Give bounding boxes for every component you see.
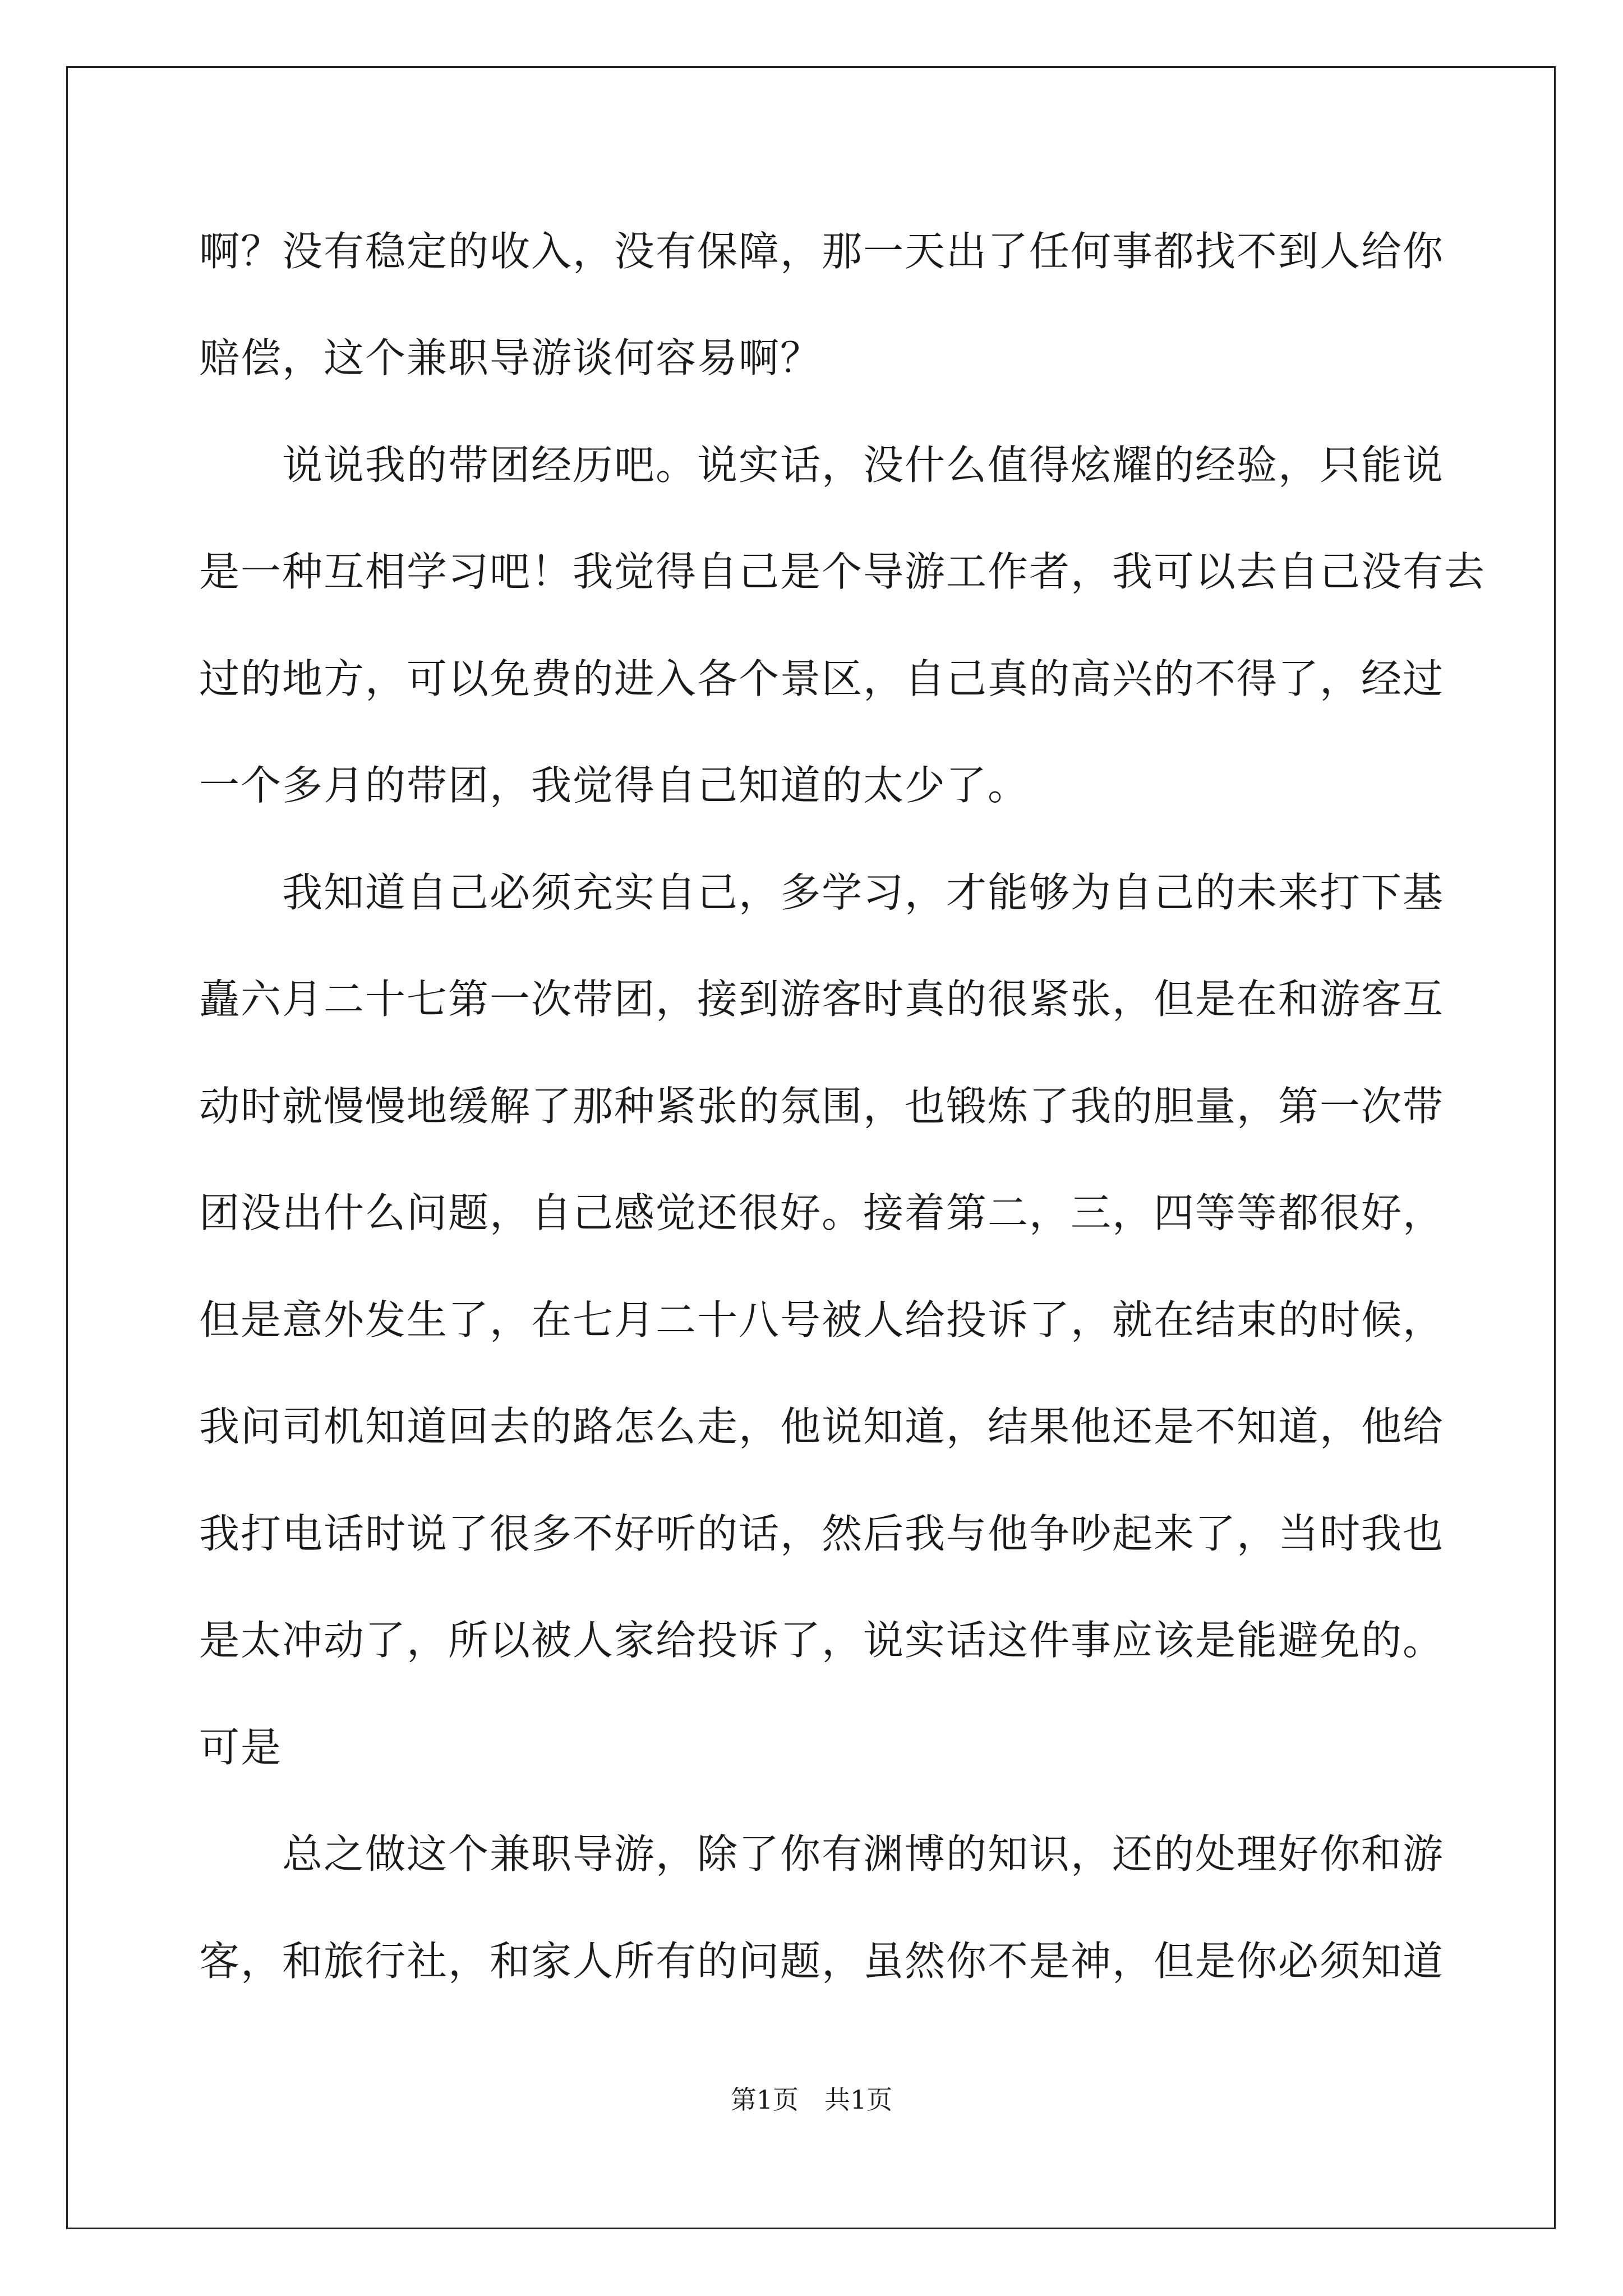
text-line: 说说我的带团经历吧。说实话，没什么值得炫耀的经验，只能说: [199, 441, 1445, 489]
text-line: 可是: [199, 1724, 283, 1771]
page-number-footer: 第1页 共1页: [730, 2085, 893, 2115]
text-line: 客，和旅行社，和家人所有的问题，虽然你不是神，但是你必须知道: [199, 1938, 1445, 1985]
text-line: 是一种互相学习吧！我觉得自己是个导游工作者，我可以去自己没有去: [199, 548, 1486, 595]
text-line: 我问司机知道回去的路怎么走，他说知道，结果他还是不知道，他给: [199, 1403, 1445, 1450]
text-line: 动时就慢慢地缓解了那种紧张的氛围，也锻炼了我的胆量，第一次带: [199, 1083, 1445, 1130]
text-line: 啊？没有稳定的收入，没有保障，那一天出了任何事都找不到人给你: [199, 228, 1445, 275]
text-line: 矗六月二十七第一次带团，接到游客时真的很紧张，但是在和游客互: [199, 976, 1445, 1023]
text-line: 是太冲动了，所以被人家给投诉了，说实话这件事应该是能避免的。: [199, 1617, 1445, 1664]
text-line: 但是意外发生了，在七月二十八号被人给投诉了，就在结束的时候，: [199, 1296, 1445, 1343]
text-line: 赔偿，这个兼职导游谈何容易啊？: [199, 334, 822, 381]
text-line: 团没出什么问题，自己感觉还很好。接着第二，三，四等等都很好，: [199, 1189, 1445, 1236]
text-line: 一个多月的带团，我觉得自己知道的太少了。: [199, 762, 1030, 809]
text-line: 我知道自己必须充实自己，多学习，才能够为自己的未来打下基: [199, 869, 1445, 916]
text-line: 我打电话时说了很多不好听的话，然后我与他争吵起来了，当时我也: [199, 1510, 1445, 1557]
text-line: 总之做这个兼职导游，除了你有渊博的知识，还的处理好你和游: [199, 1830, 1445, 1878]
text-line: 过的地方，可以免费的进入各个景区，自己真的高兴的不得了，经过: [199, 655, 1445, 702]
page-border: [66, 66, 1556, 2229]
